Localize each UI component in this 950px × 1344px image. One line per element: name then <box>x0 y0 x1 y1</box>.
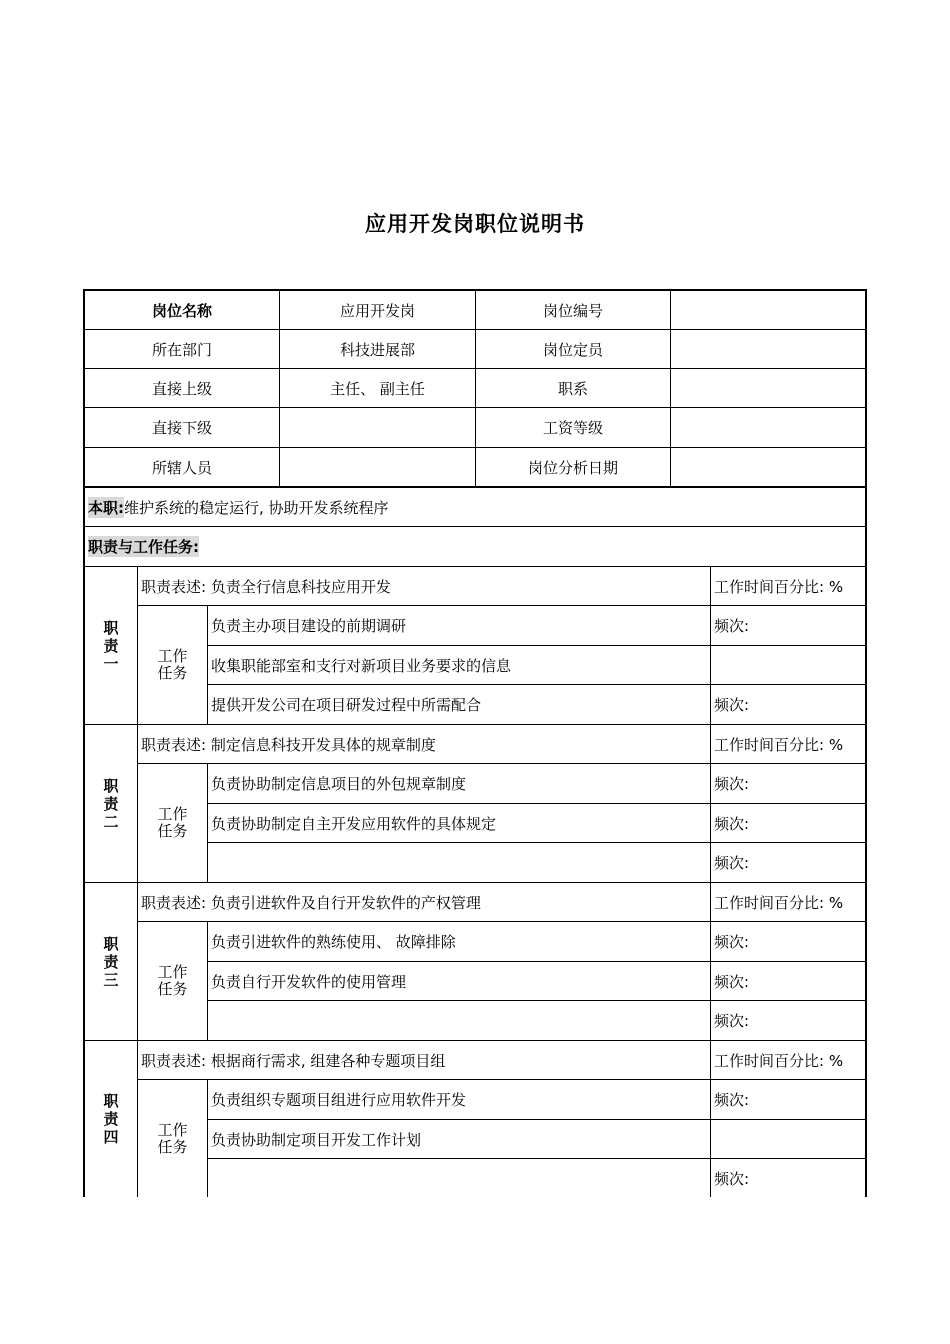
duty-name-char: 责 <box>103 952 119 971</box>
duty-name-char: 职 <box>103 776 119 795</box>
duty-name-char: 三 <box>103 970 119 989</box>
info-value <box>280 448 475 486</box>
info-value: 主任、 副主任 <box>330 379 425 398</box>
duty-name <box>85 567 137 724</box>
task-label-text: 工作 <box>157 963 188 981</box>
task-text: 负责协助制定信息项目的外包规章制度 <box>211 775 467 793</box>
task-frequency: 频次: <box>714 775 750 793</box>
info-value: 科技进展部 <box>339 340 415 359</box>
duty-time-percent: 工作时间百分比: % <box>714 577 844 596</box>
info-value: 应用开发岗 <box>339 301 415 320</box>
basic-duty-label: 本职: <box>88 498 124 517</box>
task-frequency: 频次: <box>714 1012 750 1030</box>
info-label: 工资等级 <box>542 419 603 437</box>
duty-description: 职责表述: 根据商行需求, 组建各种专题项目组 <box>141 1051 446 1070</box>
info-label: 所辖人员 <box>151 458 212 477</box>
duty-name <box>85 883 137 1040</box>
info-value <box>671 448 865 486</box>
task-text: 负责自行开发软件的使用管理 <box>211 972 407 991</box>
duty-name-char: 一 <box>103 654 119 673</box>
task-label-text: 任务 <box>157 980 188 998</box>
duty-name <box>85 725 137 882</box>
duty-name <box>85 1041 137 1197</box>
duty-name-char: 责 <box>103 1110 119 1128</box>
info-label: 所在部门 <box>151 340 212 359</box>
task-frequency: 频次: <box>714 617 750 635</box>
duty-name-char: 责 <box>103 794 119 813</box>
task-text <box>208 843 710 882</box>
duty-name-char: 二 <box>103 812 119 831</box>
info-label: 岗位名称 <box>151 301 212 320</box>
task-text: 负责主办项目建设的前期调研 <box>211 617 407 635</box>
task-label <box>138 606 207 724</box>
duty-time-percent: 工作时间百分比: % <box>714 735 844 754</box>
task-label <box>138 922 207 1040</box>
task-frequency: 频次: <box>714 1169 750 1188</box>
duty-name-char: 职 <box>103 934 119 953</box>
task-text: 收集职能部室和支行对新项目业务要求的信息 <box>211 656 512 675</box>
basic-duty-text: 维护系统的稳定运行, 协助开发系统程序 <box>124 498 389 517</box>
task-label-text: 任务 <box>157 664 188 682</box>
duty-name-char: 责 <box>103 636 119 655</box>
task-label <box>138 764 207 882</box>
task-frequency: 频次: <box>714 814 750 833</box>
task-frequency: 频次: <box>714 933 750 951</box>
duty-name-char: 职 <box>103 618 119 637</box>
page-title: 应用开发岗职位说明书 <box>365 212 585 236</box>
info-label: 岗位定员 <box>542 340 603 359</box>
task-frequency: 频次: <box>714 972 750 991</box>
task-text: 负责引进软件的熟练使用、 故障排除 <box>211 933 456 951</box>
task-text: 负责组织专题项目组进行应用软件开发 <box>211 1091 467 1109</box>
task-label-text: 工作 <box>157 1120 188 1139</box>
task-label-text: 工作 <box>157 647 188 665</box>
duty-description: 职责表述: 负责全行信息科技应用开发 <box>141 577 391 596</box>
task-label-text: 工作 <box>157 805 188 823</box>
duty-time-percent: 工作时间百分比: % <box>714 893 844 912</box>
task-text: 负责协助制定自主开发应用软件的具体规定 <box>211 814 497 833</box>
duty-description: 职责表述: 制定信息科技开发具体的规章制度 <box>141 735 436 754</box>
info-label: 职系 <box>557 379 588 398</box>
info-label: 直接上级 <box>151 379 212 398</box>
task-text: 负责协助制定项目开发工作计划 <box>211 1130 422 1149</box>
task-frequency: 频次: <box>714 854 750 872</box>
task-frequency <box>711 1120 865 1158</box>
info-label: 岗位编号 <box>542 301 603 320</box>
task-label-text: 任务 <box>157 822 188 840</box>
task-text <box>208 1159 710 1197</box>
info-label: 直接下级 <box>151 419 212 437</box>
info-label: 岗位分析日期 <box>527 458 618 477</box>
task-label-text: 任务 <box>157 1137 188 1156</box>
info-value <box>671 408 865 447</box>
duty-description: 职责表述: 负责引进软件及自行开发软件的产权管理 <box>141 893 481 912</box>
task-frequency: 频次: <box>714 696 750 714</box>
task-frequency: 频次: <box>714 1091 750 1109</box>
basic-duty-row <box>85 488 865 526</box>
duties-header-row <box>85 527 865 566</box>
info-value <box>671 369 865 407</box>
task-label <box>138 1080 207 1197</box>
info-value <box>280 408 475 447</box>
info-value <box>671 291 865 329</box>
info-value <box>671 330 865 368</box>
duty-name-char: 四 <box>103 1128 119 1146</box>
duty-name-char: 职 <box>103 1092 119 1110</box>
task-text: 提供开发公司在项目研发过程中所需配合 <box>211 696 482 714</box>
task-frequency <box>711 646 865 684</box>
duties-header: 职责与工作任务: <box>88 538 199 556</box>
task-text <box>208 1001 710 1040</box>
duty-time-percent: 工作时间百分比: % <box>714 1051 844 1070</box>
